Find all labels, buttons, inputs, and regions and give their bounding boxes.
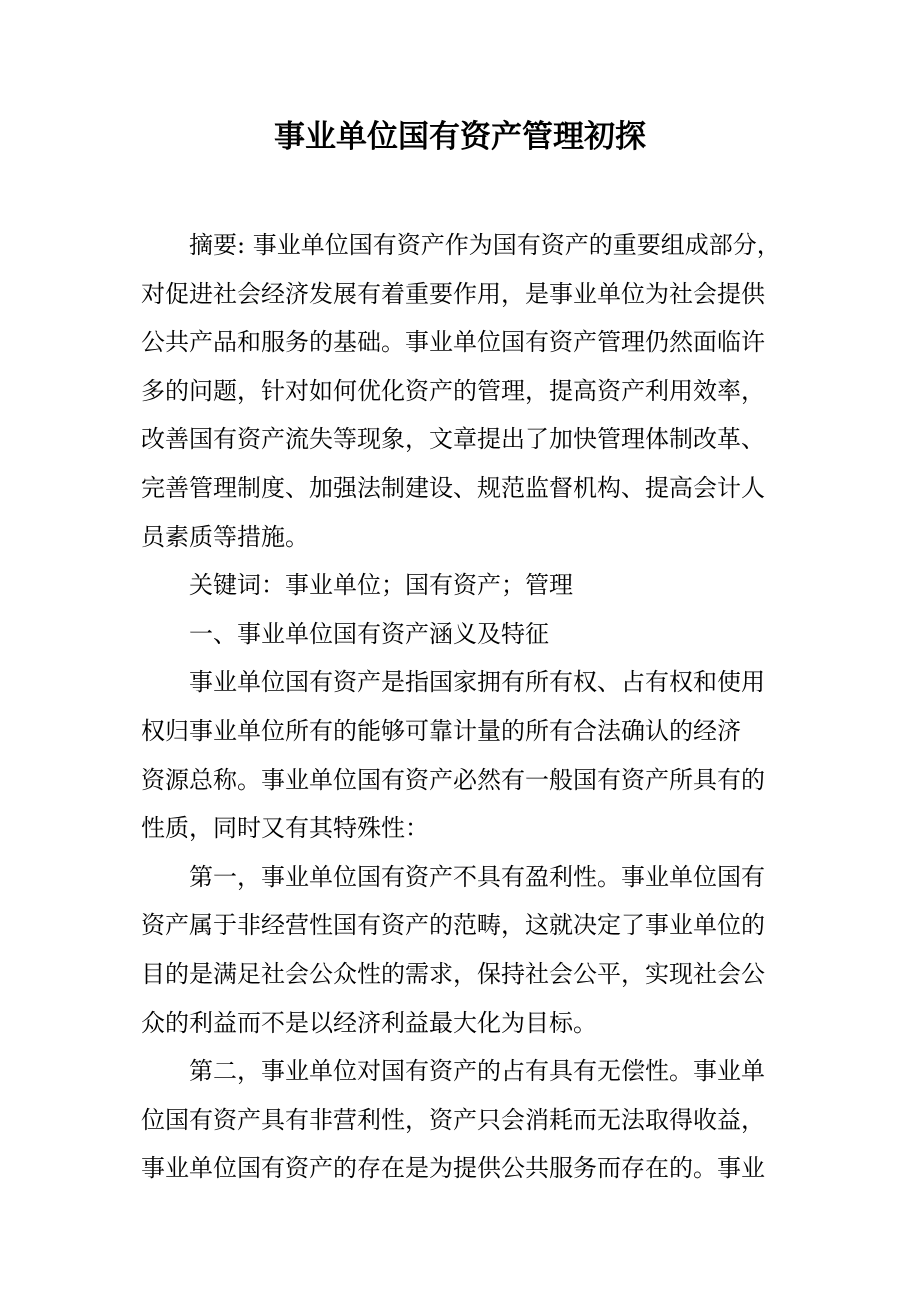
- text-line: 第一，事业单位国有资产不具有盈利性。事业单位国有: [189, 862, 765, 891]
- text-line: 事业单位国有资产是指国家拥有所有权、占有权和使用: [189, 668, 765, 697]
- text-line: 事业单位国有资产的存在是为提供公共服务而存在的。事业: [141, 1154, 765, 1183]
- text-line: 权归事业单位所有的能够可靠计量的所有合法确认的经济: [141, 716, 741, 745]
- text-line: 关键词：事业单位；国有资产；管理: [189, 571, 573, 600]
- text-line: 位国有资产具有非营利性，资产只会消耗而无法取得收益，: [141, 1105, 765, 1134]
- text-line: 改善国有资产流失等现象，文章提出了加快管理体制改革、: [141, 425, 765, 454]
- text-line: 资源总称。事业单位国有资产必然有一般国有资产所具有的: [141, 765, 765, 794]
- text-line: 第二，事业单位对国有资产的占有具有无偿性。事业单: [189, 1057, 765, 1086]
- document-body: [141, 221, 782, 1193]
- text-line: 摘要: 事业单位国有资产作为国有资产的重要组成部分，: [189, 231, 781, 259]
- text-line: 多的问题，针对如何优化资产的管理，提高资产利用效率，: [141, 376, 765, 405]
- text-line: 目的是满足社会公众性的需求，保持社会公平，实现社会公: [141, 959, 765, 988]
- text-line: 完善管理制度、加强法制建设、规范监督机构、提高会计人: [141, 473, 765, 502]
- document-title: 事业单位国有资产管理初探: [274, 119, 646, 155]
- text-line: 资产属于非经营性国有资产的范畴，这就决定了事业单位的: [141, 911, 765, 940]
- text-line: 众的利益而不是以经济利益最大化为目标。: [141, 1008, 597, 1037]
- text-line: 员素质等措施。: [141, 522, 309, 551]
- text-line: 公共产品和服务的基础。事业单位国有资产管理仍然面临许: [141, 328, 765, 357]
- text-line: 对促进社会经济发展有着重要作用，是事业单位为社会提供: [141, 279, 765, 308]
- text-line: 一、事业单位国有资产涵义及特征: [189, 619, 549, 648]
- text-line: 性质，同时又有其特殊性：: [141, 814, 429, 843]
